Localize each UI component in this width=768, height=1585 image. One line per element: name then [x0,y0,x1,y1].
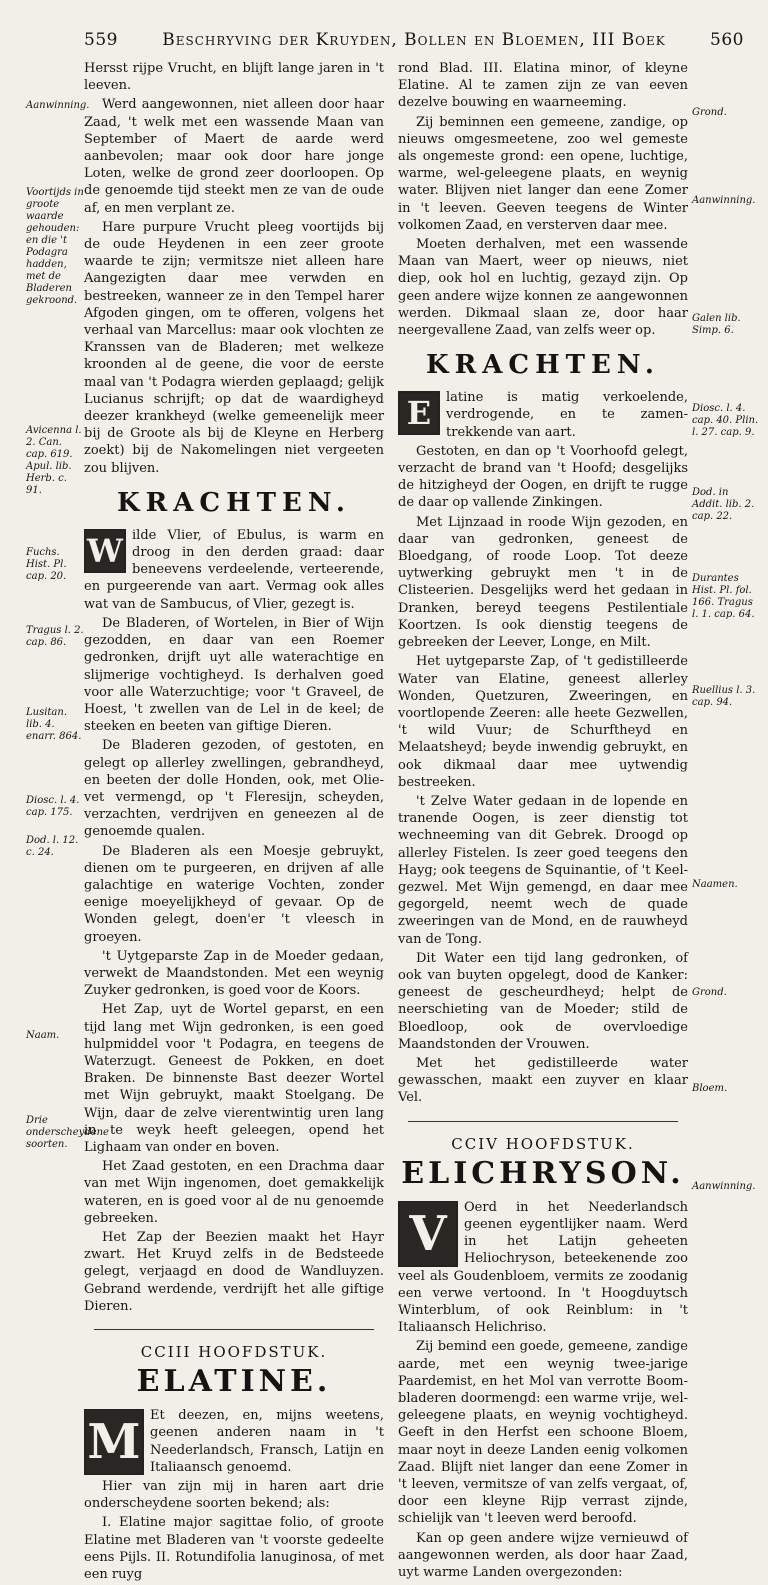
margin-note: Dod. l. 12. c. 24. [26,835,79,858]
paragraph: Het Zap, uyt de Wortel geparst, en een tijd lang met Wijn gedronken, is een goed hulpmiddel voor 't Podagra, en teegens de Waterzugt. Geneest de Pokken, en doet Braken. De binnenste Bast deezer Wortel met Wijn gebruykt, maakt Stoelgang. De Wijn, daar de zelve vierentwintig uren lang in te weyk heeft geleegen, opend het Lighaam van onder en boven. [84,1002,384,1155]
margin-note: Lusitan. lib. 4. enarr. 864. [26,707,82,742]
margin-note: Grond. [692,987,727,998]
margin-note: Tragus l. 2. cap. 86. [26,625,84,648]
paragraph-text: ilde Vlier, of Ebulus, is warm en droog in den derden graad: daar beneevens verdeelende, verteerende, en purgeerende van aart. Vermag ook alles wat van de Sambucus, of Vlier, gezegt is. [84,527,384,612]
paragraph: Het Zaad gestoten, en een Drachma daar van met Wijn ingenomen, doet gemakkelijk wateren, en is goed voor al de nu genoemde gebreeken. [84,1159,384,1226]
section-title-krachten: KRACHTEN. [117,487,351,518]
paragraph: Hare purpure Vrucht pleeg voortijds bij de oude Heydenen in een zeer groote waarde te zijn; vermitsze niet alleen hare Aangezigten daar mee verwden en bestreeken, wanneer ze in den Tempel harer Afgoden gingen, om te offeren, volgens het verhaal van Marcellus: maar ook vlochten ze Kranssen van de Bladeren; met welkeze kroonden al de geene, die voor de eerste maal van 't Podagra wierden geplaagd; gelijk Lucianus schrijft; op dat de waardigheyd deezer krankheyd (welke gemeenelijk meer bij de Groote als bij de Kleyne en Herberg zoekt) bij de Nakomelingen niet vergeeten zou blijven. [84,219,384,476]
margin-note: Bloem. [692,1083,728,1094]
margin-note: Naamen. [692,879,738,890]
margin-note: Ruellius l. 3. cap. 94. [692,685,756,708]
paragraph [84,1407,384,1476]
margin-note: Grond. [692,107,727,118]
paragraph: Het Zap der Beezien maakt het Hayr zwart. Het Kruyd zelfs in de Bedsteede gelegt, verjaagd en dood de Wandluyzen. Gebrand werdende, verdrijft het alle giftige Dieren. [84,1230,384,1314]
paragraph: Dit Water een tijd lang gedronken, of ook van buyten opgelegt, dood de Kanker: geneest de gescheurdheyd; helpt de neerschieting van de Moeder; stild de Bloedloop, ook de overvloedige Maandstonden der Vrouwen. [398,950,688,1052]
paragraph: rond Blad. III. Elatina minor, of kleyne Elatine. Al te zamen zijn ze van eeven dezelve bouwing en waarneeming. [398,61,688,111]
drop-cap: V [398,1201,458,1267]
paragraph: De Bladeren als een Moesje gebruykt, dienen om te purgeeren, en drijven af alle galachtige en waterige Vochten, zonder eenige moeyelijkheyd of gevaar. Op de Wonden gelegt, doen'er 't vleesch in groeyen. [84,843,384,945]
margin-note: Diosc. l. 4. cap. 175. [26,795,80,818]
paragraph: 't Uytgeparste Zap in de Moeder gedaan, verwekt de Maandstonden. Met een weynig Zuyker gedronken, is goed voor de Koors. [84,948,384,999]
paragraph: Werd aangewonnen, niet alleen door haar Zaad, 't welk met een wassende Maan van September of Maert de aarde werd aanbevolen; maar ook door hare jonge Loten, welke de grond zeer doorloopen. Op de genoemde tijd steekt men ze van de oude af, en men verplant ze. [84,97,384,216]
margin-note: Aanwinning. [26,100,90,111]
paragraph: Met Lijnzaad in roode Wijn gezoden, en daar van gedronken, geneest de Bloedgang, of roode Loop. Tot deeze uytwerking gebruykt men 't in de Clisteerien. Desgelijks werd het gedaan in Dranken, bereyd teegens Pestilentiale Koortzen. Is ook dienstig teegens de gebreeken der Leever, Longe, en Milt. [398,514,688,651]
page-number-left: 559 [84,30,118,50]
paragraph: I. Elatine major sagittae folio, of groote Elatine met Bladeren van 't voorste gedeelte eens Pijls. II. Rotundifolia lanuginosa, of met een ruyg [84,1515,384,1583]
paragraph: 't Zelve Water gedaan in de lopende en tranende Oogen, is zeer dienstig tot wechneeming van dit Gebrek. Droogd op allerley Fistelen. Is zeer goed teegens den Hayg; ook teegens de Squinantie, of 't Keel-gezwel. Met Wijn gemengd, en daar mee gegorgeld, neemt wech de quade zweeringen van de Mond, en de rauwheyd van de Tong. [398,793,688,947]
chapter-title: ELATINE. [136,1364,332,1400]
right-column [398,60,688,1583]
paragraph: Kan op geen andere wijze vernieuwd of aangewonnen werden, als door haar Zaad, uyt warme Landen overgezonden: [398,1530,688,1581]
margin-note: Avicenna l. 2. Can. cap. 619. [26,425,82,460]
divider [94,1329,374,1330]
paragraph: De Bladeren, of Wortelen, in Bier of Wijn gezodden, en daar van een Roemer gedronken, drijft uyt alle waterachtige en slijmerige vochtigheyd. Is derhalven goed voor alle Waterzuchtige; voor 't Graveel, de Hoest, 't zwellen van de Lel in de keel; de steeken en beeten van giftige Dieren. [84,615,384,735]
paragraph: Hersst rijpe Vrucht, en blijft lange jaren in 't leeven. [84,61,384,94]
paragraph: Hier van zijn mij in haren aart drie onderscheydene soorten bekend; als: [84,1479,384,1512]
margin-note: Apul. lib. Herb. c. 91. [26,461,72,496]
margin-note: Dod. in Addit. lib. 2. cap. 22. [692,487,755,522]
running-title: Beschryving der Kruyden, Bollen en Bloemen, III Boek [162,30,666,50]
paragraph [398,389,688,441]
paragraph: Met het gedistilleerde water gewasschen, maakt een zuyver en klaar Vel. [398,1055,688,1106]
paragraph: De Bladeren gezoden, of gestoten, en gelegt op allerley zwellingen, gebrandheyd, en beeten der dolle Honden, ook, met Olie-vet vermengd, op 't Fleresijn, scheyden, verzachten, verdrijven en geneezen al de genoemde qualen. [84,738,384,840]
section-title-krachten: KRACHTEN. [426,350,660,381]
margin-note: Galen lib. Simp. 6. [692,313,741,336]
page-number-right: 560 [710,30,744,50]
paragraph-text: latine is matig verkoelende, verdrogende, en te zamen-trekkende van aart. [446,390,688,440]
running-header [84,30,744,60]
paragraph-text: Oerd in het Neederlandsch geenen eygentlijker naam. Werd in het Latijn geheeten Heliochryson, beteekenende zoo veel als Goudenbloem, vermits ze zoodanig een verwe vertoond. In 't Hoogduytsch Winterblum, of ook Reinblum: in 't Italiaansch Helichriso. [398,1199,688,1336]
margin-note: Diosc. l. 4. cap. 40. Plin. l. 27. cap. 9. [692,403,759,438]
paragraph [398,1199,688,1337]
margin-note: Naam. [26,1030,60,1041]
paragraph-text: Et deezen, en, mijns weetens, geenen anderen naam in 't Neederlandsch, Fransch, Latijn en Italiaansch genoemd. [150,1408,384,1475]
chapter-heading: CCIII HOOFDSTUK. [140,1343,328,1362]
paragraph: Zij bemind een goede, gemeene, zandige aarde, met een weynig twee-jarige Paardemist, en het Mol van verrotte Boom-bladeren doormengd: een warme vrije, wel-geleegene plaats, en weynig vochtigheyd. Geeft in den Herfst een schoone Bloem, maar noyt in deeze Landen eenig volkomen Zaad. Blijft niet langer dan eene Zomer in 't leeven, vermitsze of van zelfs vergaat, of, door een kleyne Rijp verrast zijnde, schielijk van 't leeven werd beroofd. [398,1339,688,1527]
paragraph: Zij beminnen een gemeene, zandige, op nieuws omgesmeetene, zoo wel gemeste als ongemeste grond: een opene, luchtige, warme, wel-geleegene plaats, en weynig water. Blijven niet langer dan eene Zomer in 't leeven. Geeven teegens de Winter volkomen Zaad, en versterven daar mee. [398,114,688,233]
margin-note: Voortijds in groote waarde gehouden: en die 't Podagra hadden, met de Bladeren gekroond. [26,187,84,306]
paragraph: Het uytgeparste Zap, of 't gedistilleerde Water van Elatine, geneest allerley Wonden, Quetzuren, Zweeringen, en voortlopende Zeeren: alle heete Gezwellen, 't wild Vuur; de Schurftheyd en Melaatsheyd; beyde inwendig gebruykt, en ook dikmaal daar mee uytwendig bestreeken. [398,654,688,790]
drop-cap: M [84,1409,144,1475]
margin-note: Aanwinning. [692,1181,756,1192]
margin-note: Aanwinning. [692,195,756,206]
chapter-title: ELICHRYSON. [401,1155,685,1191]
paragraph: Moeten derhalven, met een wassende Maan van Maert, weer op nieuws, niet diep, ook hol en luchtig, gezayd zijn. Op geen andere wijze konnen ze aangewonnen werden. Dikmaal slaan ze, door haar neergevallene Zaad, van zelfs weer op. [398,237,688,339]
margin-note: Drie onderscheydene soorten. [26,1115,109,1150]
margin-note: Durantes Hist. Pl. fol. 166. Tragus l. 1. cap. 64. [692,573,755,620]
paragraph: Gestoten, en dan op 't Voorhoofd gelegt, verzacht de brand van 't Hoofd; desgelijks de hitzigheyd der Oogen, en drijft te rugge de daar op vallende Zinkingen. [398,443,688,511]
left-column [84,60,384,1585]
chapter-heading: CCIV HOOFDSTUK. [451,1134,635,1153]
drop-cap: E [398,391,440,435]
paragraph [84,527,384,613]
drop-cap: W [84,529,126,573]
divider [408,1121,678,1122]
margin-note: Fuchs. Hist. Pl. cap. 20. [26,547,67,582]
